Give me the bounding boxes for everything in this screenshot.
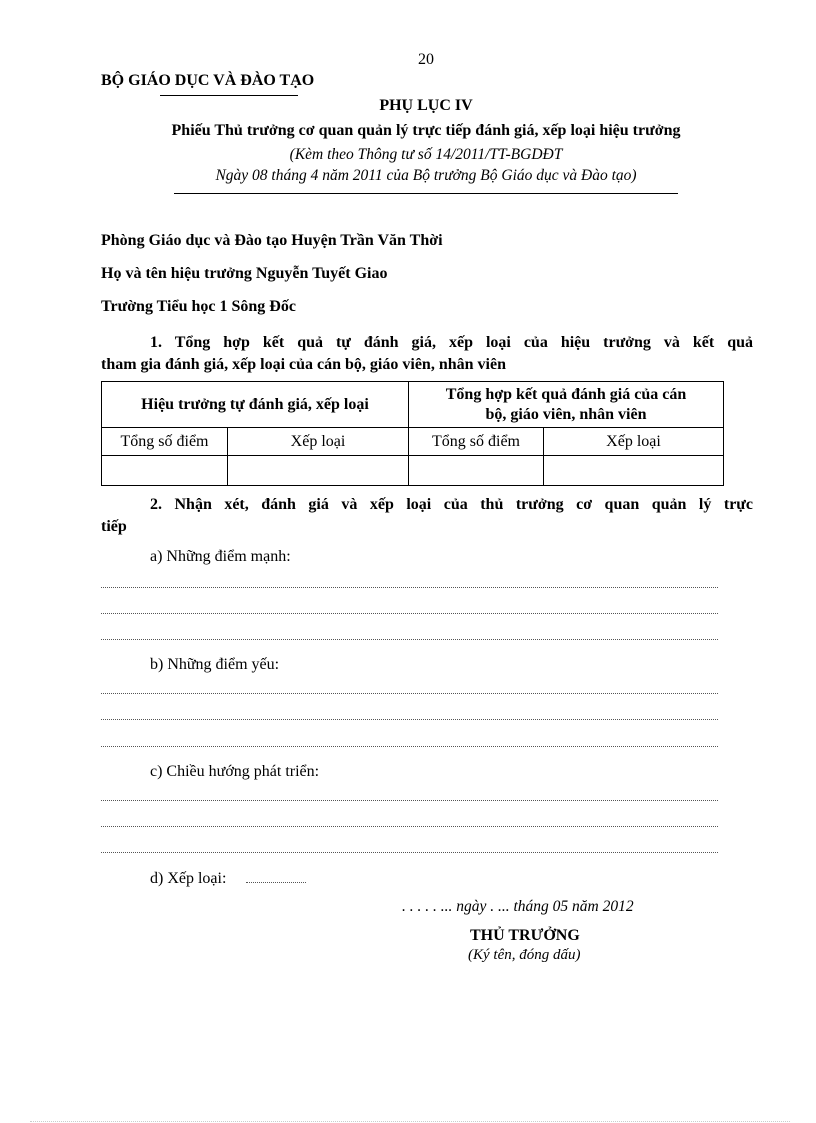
table-group-self: Hiệu trưởng tự đánh giá, xếp loại	[102, 382, 409, 428]
table-cell-staff-rating[interactable]	[544, 456, 724, 486]
table-cell-staff-score[interactable]	[409, 456, 544, 486]
principal-name-line: Họ và tên hiệu trưởng Nguyễn Tuyết Giao	[101, 265, 388, 282]
table-group-staff: Tổng hợp kết quả đánh giá của cán bộ, giáo viên, nhân viên	[409, 382, 724, 428]
table-header-rating: Xếp loại	[228, 428, 409, 456]
weaknesses-line-2[interactable]	[101, 719, 718, 720]
table-header-rating-2: Xếp loại	[544, 428, 724, 456]
strengths-line-1[interactable]	[101, 587, 718, 588]
table-header-total-score-2: Tổng số điểm	[409, 428, 544, 456]
weaknesses-label: b) Những điểm yếu:	[150, 656, 280, 673]
head-title: THỦ TRƯỞNG	[470, 927, 580, 944]
page-number: 20	[418, 51, 434, 68]
section-1-heading-cont: tham gia đánh giá, xếp loại của cán bộ, giáo viên, nhân viên	[101, 356, 506, 373]
header-separator	[174, 193, 678, 194]
section-2-heading-cont: tiếp	[101, 518, 127, 535]
table-cell-self-rating[interactable]	[228, 456, 409, 486]
strengths-line-3[interactable]	[101, 639, 718, 640]
weaknesses-line-1[interactable]	[101, 693, 718, 694]
school-name-line: Trường Tiểu học 1 Sông Đốc	[101, 298, 296, 315]
weaknesses-line-3[interactable]	[101, 746, 718, 747]
subtitle-line-1: (Kèm theo Thông tư số 14/2011/TT-BGDĐT	[289, 146, 563, 163]
section-2-heading: 2. Nhận xét, đánh giá và xếp loại của thủ trưởng cơ quan quản lý trực	[150, 496, 753, 513]
strengths-label: a) Những điểm mạnh:	[150, 548, 291, 565]
strengths-line-2[interactable]	[101, 613, 718, 614]
ministry-underline	[160, 95, 298, 96]
rating-field[interactable]	[246, 882, 306, 883]
development-line-1[interactable]	[101, 800, 718, 801]
table-cell-self-score[interactable]	[102, 456, 228, 486]
page-bottom-divider	[30, 1121, 790, 1122]
form-title: Phiếu Thủ trưởng cơ quan quản lý trực tiếp đánh giá, xếp loại hiệu trưởng	[171, 122, 681, 139]
rating-label: d) Xếp loại:	[150, 870, 227, 887]
table-header-total-score: Tổng số điểm	[102, 428, 228, 456]
signature-note: (Ký tên, đóng dấu)	[468, 947, 581, 963]
subtitle-line-2: Ngày 08 tháng 4 năm 2011 của Bộ trưởng Bộ Giáo dục và Đào tạo)	[215, 167, 637, 184]
department-line: Phòng Giáo dục và Đào tạo Huyện Trần Văn Thời	[101, 232, 443, 249]
appendix-heading: PHỤ LỤC IV	[379, 97, 473, 114]
ministry-name: BỘ GIÁO DỤC VÀ ĐÀO TẠO	[101, 72, 315, 89]
development-line-3[interactable]	[101, 852, 718, 853]
results-table	[101, 381, 724, 486]
signature-date: . . . . . ... ngày . ... tháng 05 năm 2012	[402, 898, 634, 915]
section-1-heading: 1. Tổng hợp kết quả tự đánh giá, xếp loại của hiệu trưởng và kết quả	[150, 334, 753, 351]
development-label: c) Chiều hướng phát triển:	[150, 763, 320, 780]
development-line-2[interactable]	[101, 826, 718, 827]
